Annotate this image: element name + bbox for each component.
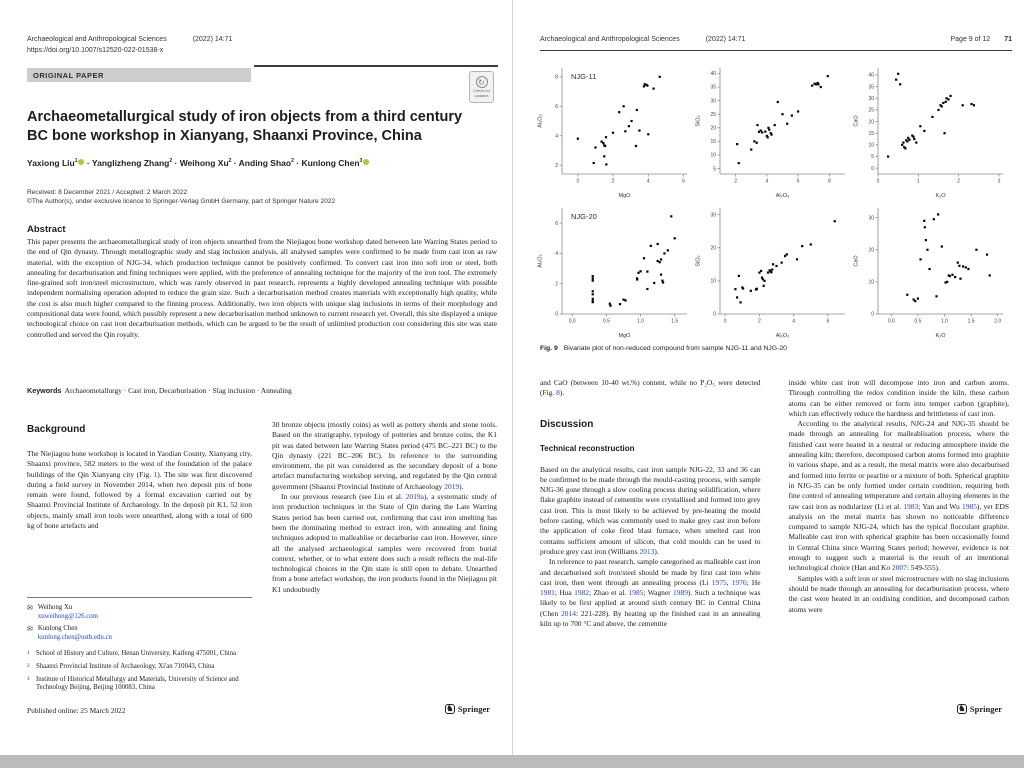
article-first-page: [0, 0, 512, 755]
scatter-plot-Al₂O₃-vs-MgO-NJG-11: [535, 60, 693, 200]
orcid-icon[interactable]: [363, 159, 369, 165]
svg-text:30: 30: [710, 98, 716, 105]
sample-label: NJG-20: [571, 212, 597, 221]
springer-logo: [445, 704, 490, 714]
svg-text:20: 20: [868, 119, 874, 126]
svg-text:2: 2: [555, 162, 558, 169]
figure-link[interactable]: 1: [153, 469, 158, 479]
svg-text:1.5: 1.5: [967, 318, 975, 325]
svg-text:K₂O: K₂O: [935, 193, 946, 199]
svg-text:5: 5: [871, 154, 874, 161]
svg-text:20: 20: [710, 245, 716, 252]
citation-link[interactable]: 2019: [444, 481, 460, 491]
body-paragraph: 30 bronze objects (mostly coins) as well as pottery sherds and stone tools. Based on the stratigraphy, typology of potteries and bronze coins, the K1 pit was dated between late Warring States period (475 BC–221 BC) to the Qin dynasty (221 BC–206 BC). In reference to the surrounding environment, the pit was considered as the secondary deposit of a bone artefact manufacturing workshop serving, and regulated by the Qin central government (Shaanxi Provincial Institute of Archaeology 2019).: [272, 420, 497, 491]
contact-name: Weihong Xu: [37, 604, 73, 611]
svg-text:SiO₂: SiO₂: [695, 255, 702, 267]
page-header: [540, 36, 1012, 43]
body-paragraph: Based on the analytical results, cast iron sample NJG-22, 33 and 36 can be confirmed to be made through the mould-casting process, with sample NJG-36 gone through a slow cooling process during solidification, where flake graphite instead of cementite were crystallised and formed into grey cast iron. This is most likely to be achieved by pre-heating the mould before casting, which was commonly used to make grey cast iron before the application of coke fired blast furnace, when smelted cast iron contains sufficient amount of silicon, that cold moulds can be used to produce grey cast iron (Williams 2013).: [540, 464, 761, 556]
fig9-scatter-grid: [535, 60, 1009, 340]
scatter-plot-CaO-vs-K₂O: [851, 200, 1009, 340]
affiliation-item: [27, 650, 252, 659]
author: Yaxiong Liu$^1$ ·: [27, 158, 92, 168]
svg-text:25: 25: [868, 107, 874, 114]
svg-text:1: 1: [916, 178, 920, 185]
background-heading: Background: [27, 424, 86, 435]
viewer-bottom-bar: [0, 755, 1024, 768]
svg-text:1.0: 1.0: [637, 318, 645, 325]
svg-text:0.0: 0.0: [568, 318, 576, 325]
affiliation-item: [27, 663, 252, 672]
body-paragraph: In our previous research (see Liu et al. 2019a), a systematic study of iron production techniques in the State of Qin during the Late Warring States period has been carried out, confirming that cast iron smelting has been the dominating method to extract iron, with annealing and fining techniques adopted to malleablise or decarburise cast iron. However, since all the analysed archaeological samples were recovered from burial context, whether, or to what extent does such a result reflects the real-life technological choices in the Qin state is still open to debate. Unearthed from a bone artefact workshop, the iron products found in the Niejiagou pit K1 undoubtedly: [272, 492, 497, 594]
journal-title: Archaeological and Anthropological Sciences: [27, 36, 167, 43]
svg-text:CaO: CaO: [853, 115, 860, 127]
svg-text:2: 2: [957, 178, 961, 185]
svg-text:20: 20: [710, 125, 716, 132]
scatter-plot-SiO₂-vs-Al₂O₃: [693, 200, 851, 340]
svg-text:6: 6: [555, 220, 558, 227]
citation-link[interactable]: 1985: [962, 501, 977, 511]
contact-item: [27, 604, 252, 621]
authors-line: [27, 158, 498, 168]
two-column-body: [540, 378, 1009, 629]
svg-text:4: 4: [555, 251, 558, 258]
citation-link[interactable]: 1975: [711, 577, 727, 587]
article-page-9: [512, 0, 1024, 755]
contact-name: Kunlong Chen: [37, 625, 78, 633]
svg-text:40: 40: [868, 72, 874, 79]
citation-link[interactable]: 1989: [673, 588, 688, 598]
svg-text:SiO₂: SiO₂: [695, 115, 702, 127]
body-paragraph: and CaO (between 10-40 wt.%) content, while no P₂O₅ were detected (Fig. 8).: [540, 378, 761, 398]
springer-label: Springer: [969, 704, 1002, 714]
svg-text:8: 8: [827, 178, 831, 185]
svg-text:0: 0: [576, 178, 580, 185]
citation-link[interactable]: 1981: [540, 588, 555, 598]
svg-text:0.5: 0.5: [602, 318, 610, 325]
two-column-body: [27, 420, 497, 595]
right-column: [789, 378, 1010, 629]
received-line: Received: 8 December 2021 / Accepted: 2 March 2022: [27, 189, 188, 196]
svg-text:10: 10: [868, 142, 874, 149]
body-paragraph: inside white cast iron will decompose into iron and carbon atoms. Through controlling the redox condition inside the kiln, these carbon atoms can be either removed or form into temper carbon (graphite), which can effectively reduce the hardness and brittleness of cast iron.: [788, 378, 1009, 418]
citation-link[interactable]: 1983: [903, 501, 919, 511]
svg-text:K₂O: K₂O: [935, 333, 946, 339]
svg-text:0.0: 0.0: [887, 318, 895, 325]
svg-text:2: 2: [757, 318, 761, 325]
citation-link[interactable]: 2013: [639, 546, 655, 556]
svg-text:15: 15: [710, 139, 716, 146]
keywords-text: Archaeometallurgy · Cast iron, Decarburisation · Slag inclusion · Annealing: [64, 386, 292, 395]
svg-text:CaO: CaO: [853, 255, 860, 267]
svg-text:0.5: 0.5: [914, 318, 922, 325]
citation-link[interactable]: 1985: [628, 588, 644, 598]
scatter-plot-Al₂O₃-vs-MgO-NJG-20: [535, 200, 693, 340]
body-paragraph: The Niejiagou bone workshop is located in Yaodian County, Xianyang city, Shaanxi province, 582 meters to the west of the foundation of the palace buildings of the Qin Xianyang city (Fig. 1). The site was first discovered during a field survey in November 2014, when two deposit pits of bone remain were found, followed by a formal excavation carried out by Shaanxi Provincial Institute of Archaeology. In the deposit pit K1, 52 iron objects, mainly small iron tools were unearthed, along with a total of 600 kg of bone artefacts and: [27, 449, 252, 531]
svg-text:6: 6: [826, 318, 830, 325]
issue-info: (2022) 14:71: [192, 36, 233, 43]
copyright-line: ©The Author(s), under exclusive licence to Springer-Verlag GmbH Germany, part of Springer Nature 2022: [27, 198, 336, 205]
keywords-line: [27, 386, 497, 395]
affiliation-text: Shaanxi Provincial Institute of Archaeology, Xi'an 710043, China: [36, 662, 215, 670]
page-header: [27, 36, 500, 43]
svg-text:2: 2: [734, 178, 738, 185]
svg-text:0: 0: [871, 165, 874, 172]
svg-text:10: 10: [710, 278, 716, 285]
svg-text:35: 35: [868, 84, 874, 91]
update-badge-label: Check for updates: [472, 88, 491, 98]
svg-text:30: 30: [868, 215, 874, 222]
citation-link[interactable]: 2014: [561, 608, 576, 618]
update-refresh-icon: ↻: [476, 76, 488, 88]
svg-text:MgO: MgO: [618, 193, 631, 199]
citation-link[interactable]: 1976: [731, 577, 747, 587]
caption-label: Fig. 9: [540, 345, 558, 352]
svg-text:10: 10: [710, 152, 716, 159]
svg-text:35: 35: [710, 84, 716, 91]
scatter-plot-SiO₂-vs-Al₂O₃: [693, 60, 851, 200]
svg-text:1.0: 1.0: [941, 318, 948, 325]
springer-knight-icon: ♞: [958, 704, 966, 713]
contact-email[interactable]: xuweihong@126.com: [37, 612, 98, 620]
journal-title: Archaeological and Anthropological Sciences: [540, 36, 680, 43]
svg-text:4: 4: [792, 318, 796, 325]
svg-text:2.0: 2.0: [994, 318, 1002, 325]
svg-text:2: 2: [555, 281, 558, 288]
svg-text:Al₂O₃: Al₂O₃: [537, 254, 544, 268]
abstract-heading: Abstract: [27, 224, 66, 235]
svg-text:6: 6: [796, 178, 800, 185]
technical-reconstruction-heading: Technical reconstruction: [540, 443, 635, 453]
scatter-plot-CaO-vs-K₂O: [851, 60, 1009, 200]
affiliation-sup: 2: [27, 663, 30, 669]
svg-text:Al₂O₃: Al₂O₃: [775, 333, 790, 339]
svg-text:0: 0: [555, 311, 558, 318]
affiliation-text: School of History and Culture, Henan University, Kaifeng 475001, China: [36, 650, 237, 658]
citation-link[interactable]: 2019a: [405, 492, 424, 502]
right-column: [272, 420, 497, 595]
svg-text:4: 4: [765, 178, 769, 185]
header-rule: [254, 65, 498, 67]
svg-text:10: 10: [868, 279, 874, 286]
svg-text:40: 40: [710, 71, 716, 78]
svg-text:20: 20: [868, 247, 874, 254]
footnote-block: [27, 597, 252, 697]
doi-link[interactable]: https://doi.org/10.1007/s12520-022-01538-x: [27, 47, 164, 54]
original-paper-badge: ORIGINAL PAPER: [27, 68, 251, 82]
svg-text:0: 0: [876, 178, 880, 185]
svg-text:3: 3: [997, 178, 1001, 185]
svg-text:15: 15: [868, 130, 874, 137]
springer-logo: [957, 704, 1002, 714]
svg-text:25: 25: [710, 111, 716, 118]
svg-text:Al₂O₃: Al₂O₃: [775, 193, 790, 199]
svg-text:4: 4: [555, 133, 558, 140]
orcid-icon[interactable]: [78, 159, 84, 165]
abstract-text: This paper presents the archaeometallurgical study of iron objects unearthed from the Niejiagou bone workshop dated between late Warring States period to the end of Qin dynasty. Through metallographic study and slag inclusion analysis, all analysed samples were confirmed to be made from cast iron as raw material, with the exception of NJG-34, which production technique cannot be positively confirmed. To convert cast iron into soft iron or steel, both annealing for decarburisation and fining techniques were applied, with the preference of annealing technique for the majority of the iron tool. The extremely fine-grained soft iron/steel microstructure, which was rarely observed in past research, represents a highly developed annealing technique with possible independent normalising operation adopted to reduce the grain size. Such a decarburisation method creates materials with exceptionally high quality, while the cost is also much higher compared to the finning process. Additionally, two iron objects with unique slag inclusions in terms of their morphology and compositional data were found, which possibly represent a new decarburisation method unknown to current research yet. Overall, this site displayed a unique technological choice on cast iron decarburisation methods, which can be argued to be the result of unlimited production cost considering this site was state controlled and served the Qin royalty.: [27, 237, 497, 339]
svg-text:MgO: MgO: [618, 333, 631, 339]
envelope-icon: ✉: [27, 625, 33, 634]
contact-email[interactable]: kunlong.chen@ustb.edu.cn: [37, 633, 112, 641]
envelope-icon: ✉: [27, 604, 33, 612]
springer-label: Springer: [457, 704, 490, 714]
svg-text:30: 30: [868, 95, 874, 102]
body-paragraph: In reference to past research, sample categorised as malleable cast iron and decarburised soft iron/steel should be made by first cast into white cast iron, then went through an annealing process (Li 1975, 1976; He 1981; Hua 1982; Zhao et al. 1985; Wagner 1989). Such a technique was likely to be first applied at around sixth century BC in Central China (Chen 2014: 221-228). By heating up the finished cast in an annealing kiln up to 700 °C and above, the cementite: [540, 557, 761, 629]
svg-text:4: 4: [646, 178, 650, 185]
keywords-label: Keywords: [27, 386, 62, 395]
svg-text:1.5: 1.5: [671, 318, 679, 325]
footnote-divider: [27, 597, 252, 598]
figure-link[interactable]: 8: [556, 388, 560, 398]
header-rule: [540, 50, 1012, 51]
springer-knight-icon: ♞: [446, 704, 454, 713]
svg-text:30: 30: [710, 212, 716, 219]
affiliation-sup: 3: [27, 676, 30, 682]
affiliation-item: [27, 676, 252, 693]
svg-text:0: 0: [723, 318, 727, 325]
affiliation-text: Institute of Historical Metallurgy and Materials, University of Science and Technology Beijing, Beijing 100083, China: [36, 675, 239, 692]
check-updates-badge[interactable]: [469, 71, 494, 103]
author: Kunlong Chen$^3$: [301, 158, 369, 168]
page-info: Page 9 of 12: [950, 36, 991, 43]
body-paragraph: According to the analytical results, NJG-24 and NJG-35 should be made through an annealing for malleablisation process, where the finished cast were heated in a neutral or reducing atmosphere inside the annealing kiln; therefore, decomposed carbon atoms formed into graphite in various shape, and as a result, the metal matrix were also decarburised and formed into ferrite or pearlite or a mixture of both. Spherical graphite in NJG-35 can be only formed under certain condition, requiring both fine control of annealing temperature and certain alloying elements in the raw cast iron as nodularizer (Li et al. 1983; Yan and Wu 1985), yet EDS analysis on the metal matrix has shown no noticeable difference compared to sample NJG-24, which has the typical flocculant graphite. Malleable cast iron with spherical graphite has been occasionally found in Central China since Warring States period; however, evidence is not enough to suggest such a material is the result of an intentional technological choice (Han and Ko 2007: 549-555).: [788, 419, 1009, 573]
published-online: Published online: 25 March 2022: [27, 706, 126, 715]
svg-text:5: 5: [713, 166, 716, 173]
contact-item: [27, 625, 252, 642]
svg-text:Al₂O₃: Al₂O₃: [537, 114, 544, 128]
affiliation-sup: 1: [27, 651, 30, 657]
svg-text:0: 0: [871, 311, 874, 318]
author: Anding Shao$^2$ ·: [239, 158, 302, 168]
citation-link[interactable]: 2007: [891, 563, 907, 573]
page-number: 71: [1004, 36, 1012, 43]
svg-text:8: 8: [555, 74, 558, 81]
sample-label: NJG-11: [571, 72, 597, 81]
left-column: [27, 420, 252, 595]
author: Yanglizheng Zhang$^2$ ·: [92, 158, 180, 168]
body-paragraph: Samples with a soft iron or steel microstructure with no slag inclusions should be made through an annealing for decarburisation process, where the cast were heated in an oxidising condition, and decomposed carbon atoms were: [788, 573, 1009, 614]
left-column: [540, 378, 761, 629]
discussion-heading: Discussion: [540, 418, 594, 430]
author: Weihong $Xu^2$ ·: [180, 158, 239, 168]
svg-text:0: 0: [713, 311, 716, 318]
svg-text:2: 2: [611, 178, 615, 185]
figure-caption: [540, 345, 1009, 352]
issue-info: (2022) 14:71: [705, 36, 746, 43]
paper-title: Archaeometallurgical study of iron objects from a third century BC bone workshop in Xianyang, Shaanxi Province, China: [27, 109, 463, 144]
caption-text: Bivariate plot of non-reduced compound from sample NJG-11 and NJG-20: [563, 345, 787, 352]
svg-text:6: 6: [682, 178, 685, 185]
svg-text:6: 6: [555, 103, 558, 110]
citation-link[interactable]: 1982: [574, 588, 589, 598]
